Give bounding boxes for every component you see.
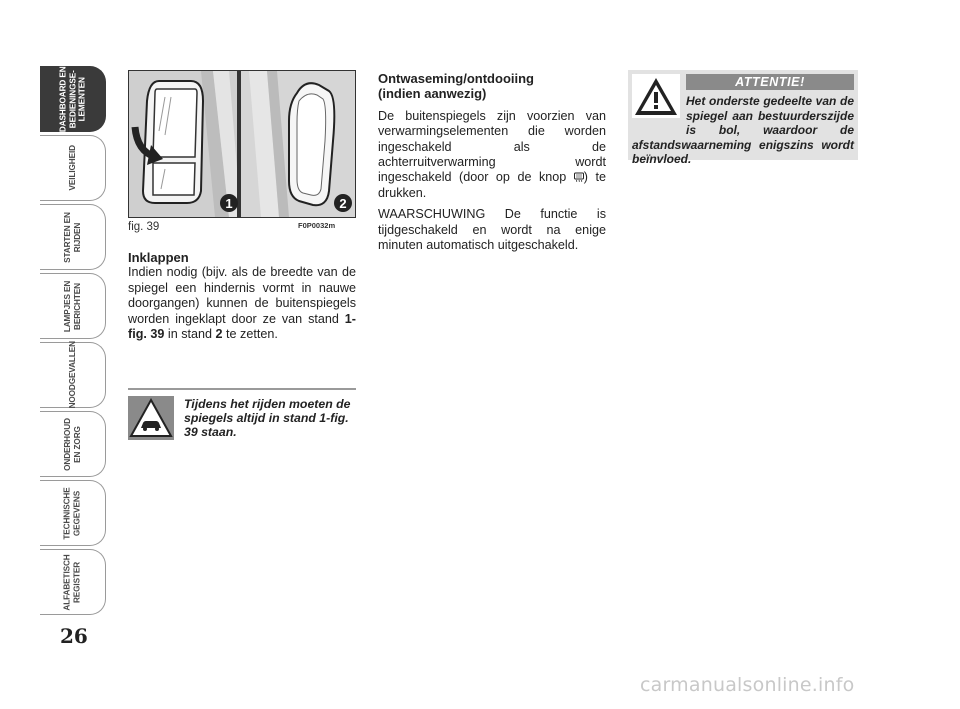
tab-label: TECHNISCHE GEGEVENS — [62, 486, 82, 540]
tab-starten-en-rijden[interactable] — [40, 204, 106, 270]
attentie-text — [632, 94, 854, 167]
figure-caption: fig. 39 — [128, 221, 160, 233]
tab-label: LAMPJES EN BERICHTEN — [62, 280, 82, 332]
timer-warning: WAARSCHUWING De functie is tijdgeschakeld en wordt na enige minuten automatisch uitgeschakeld. — [378, 207, 606, 253]
tab-label: VEILIGHEID — [67, 145, 77, 191]
heading-line: Ontwaseming/ontdooiing — [378, 71, 534, 86]
driving-warning-box — [128, 388, 356, 442]
body-text: Indien nodig (bijv. als de breedte van de spiegel een hindernis vormt in nauwe doorgangen) kunnen de buitenspiegels worden ingeklapt door ze van stand — [128, 265, 356, 326]
section-heading — [378, 71, 606, 102]
mirror-figure — [128, 70, 356, 218]
section-body — [378, 109, 606, 201]
figure-marker-1: 1 — [225, 196, 233, 211]
tab-veiligheid[interactable] — [40, 135, 106, 201]
tab-noodgevallen[interactable] — [40, 342, 106, 408]
section-ontwaseming — [378, 71, 606, 253]
tab-label: STARTEN EN RIJDEN — [62, 211, 82, 263]
figure-marker-2: 2 — [339, 196, 347, 211]
body-text: te zetten. — [222, 327, 278, 342]
body-bold: 2 — [215, 327, 223, 342]
driving-warning-text: Tijdens het rijden moeten de spiegels altijd in stand 1-fig. 39 staan. — [184, 397, 351, 440]
tab-technische-gegevens[interactable] — [40, 480, 106, 546]
tab-label: DASHBOARD EN BEDIENINGSE- LEMENTEN — [58, 66, 87, 132]
warning-car-icon — [128, 396, 174, 440]
tab-lampjes-en-berichten[interactable] — [40, 273, 106, 339]
mirror-illustration — [129, 71, 355, 217]
attentie-title: ATTENTIE! — [686, 74, 854, 90]
rear-defrost-icon — [574, 172, 584, 182]
figure-code: F0P0032m — [298, 221, 336, 230]
body-text: De buitenspiegels zijn voorzien van verwarmingselementen die worden ingeschakeld als de achterruitverwarming wordt ingeschakeld (door op de knop — [378, 108, 606, 185]
tab-dashboard[interactable] — [40, 66, 106, 132]
body-bold: 1-fig. 39 — [128, 311, 356, 342]
watermark: carmanualsonline.info — [640, 674, 855, 696]
tab-onderhoud-en-zorg[interactable] — [40, 411, 106, 477]
body-text: in stand — [164, 327, 216, 342]
divider — [128, 388, 356, 390]
page-number: 26 — [60, 624, 88, 648]
attentie-box — [628, 70, 858, 167]
tab-label: NOODGEVALLEN — [67, 341, 77, 409]
section-heading: Inklappen — [128, 250, 189, 265]
body-text: ) te drukken. — [378, 170, 606, 200]
section-inklappen — [128, 250, 356, 342]
tab-label: ONDERHOUD EN ZORG — [63, 417, 82, 471]
tab-label: ALFABETISCH REGISTER — [63, 553, 82, 611]
attentie-body: Het onderste gedeelte van de spiegel aan bestuurderszijde is bol, waardoor de afstandswaarneming enigszins wordt beïnvloed. — [632, 94, 854, 167]
heading-line: (indien aanwezig) — [378, 86, 487, 102]
section-body — [128, 265, 356, 342]
tab-alfabetisch-register[interactable] — [40, 549, 106, 615]
